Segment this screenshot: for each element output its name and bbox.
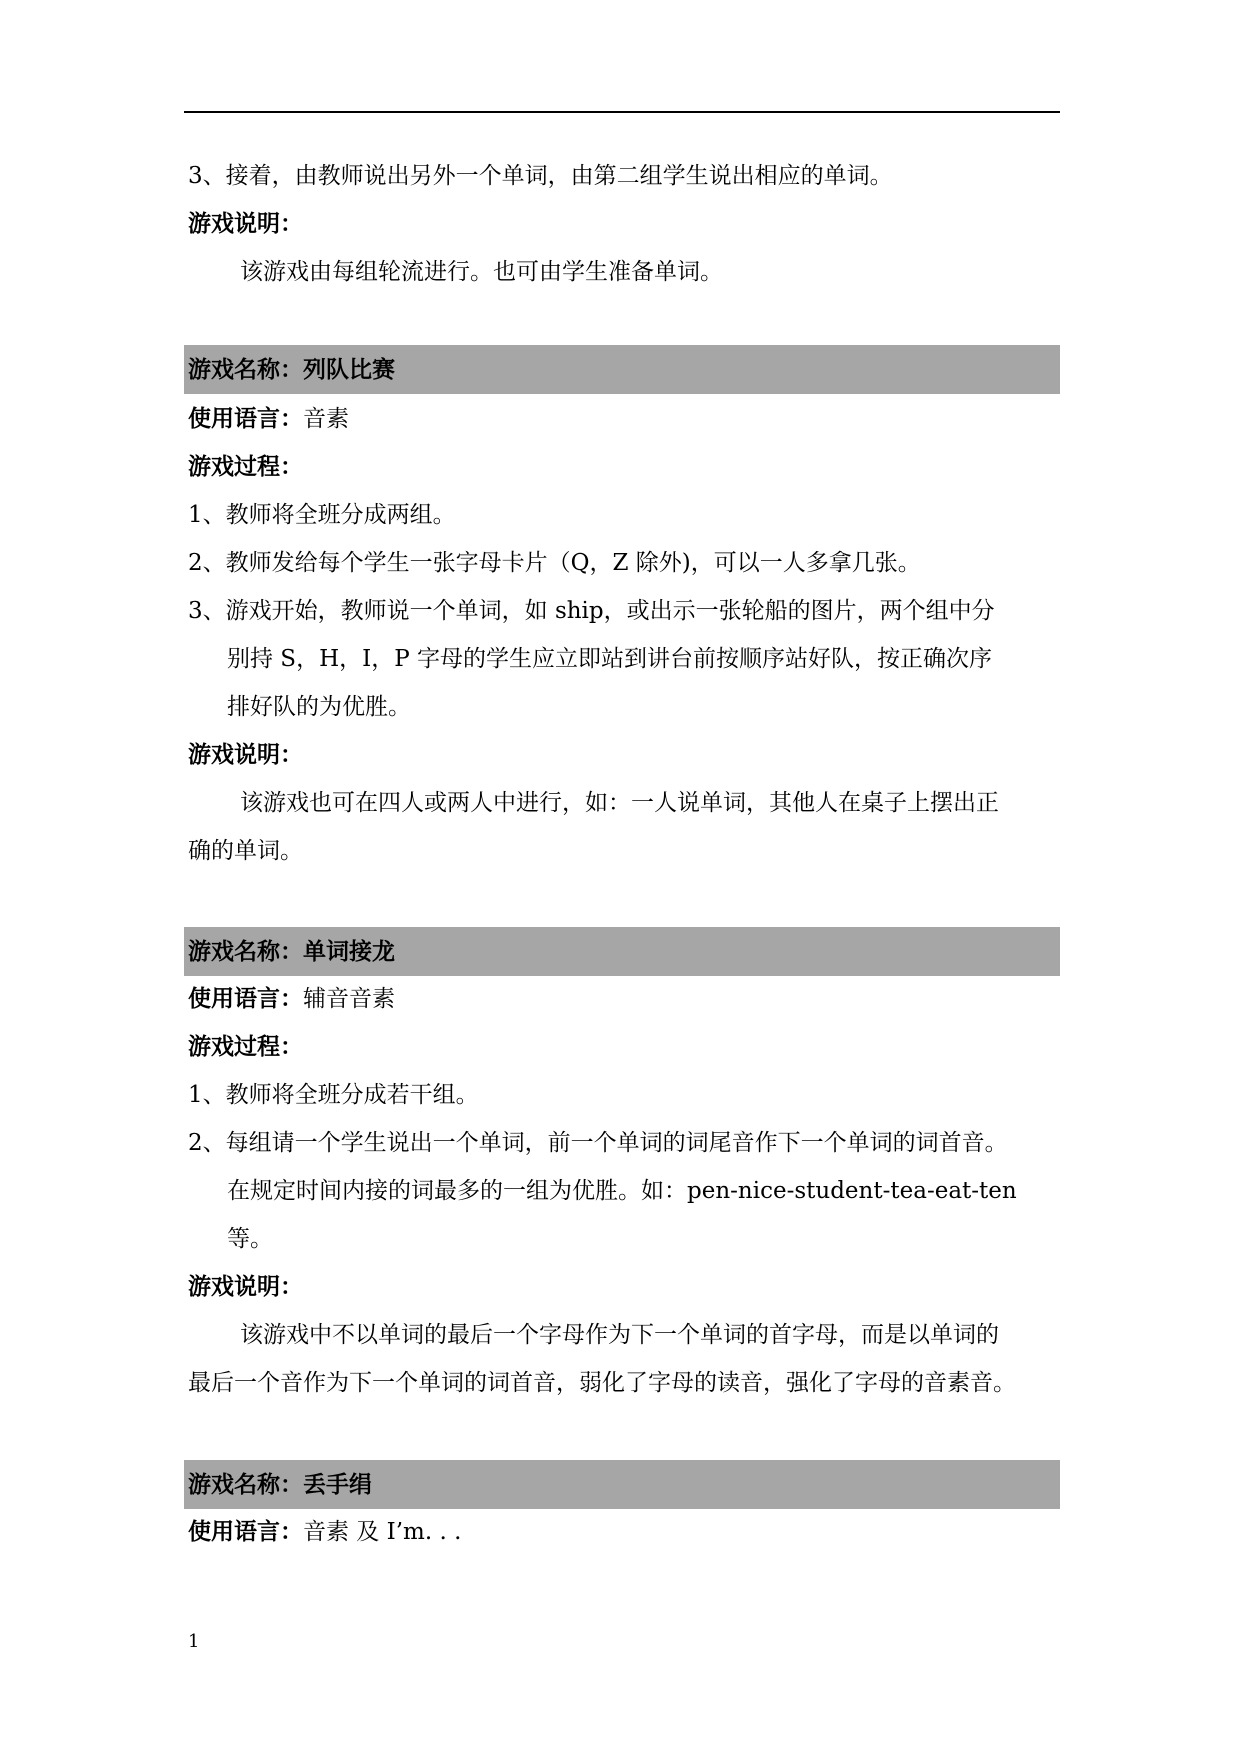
intro-note-label: 游戏说明： (188, 210, 303, 237)
intro-step-3: 3、接着，由教师说出另外一个单词，由第二组学生说出相应的单词。 (188, 163, 893, 189)
game2-note-line-2: 最后一个音作为下一个单词的词首音，弱化了字母的读音，强化了字母的音素音。 (188, 1370, 1016, 1396)
game1-note-label: 游戏说明： (188, 741, 303, 768)
game3-lang-label: 使用语言： (188, 1518, 303, 1545)
game2-step-1: 1、教师将全班分成若干组。 (188, 1082, 479, 1108)
game1-note-line-2: 确的单词。 (188, 838, 303, 864)
game1-step-1: 1、教师将全班分成两组。 (188, 502, 456, 528)
game3-title-bar (184, 1460, 1060, 1509)
game1-step-2: 2、教师发给每个学生一张字母卡片（Q，Z 除外)，可以一人多拿几张。 (188, 550, 921, 576)
game2-note-label: 游戏说明： (188, 1273, 303, 1300)
game2-step-2-cont-2: 等。 (227, 1226, 273, 1252)
page-number: 1 (188, 1631, 200, 1652)
game1-title-bar (184, 345, 1060, 394)
game2-title: 游戏名称：单词接龙 (188, 938, 395, 965)
game3-title: 游戏名称：丢手绢 (188, 1471, 372, 1498)
game2-note-line-1: 该游戏中不以单词的最后一个字母作为下一个单词的首字母，而是以单词的 (240, 1322, 999, 1348)
game1-lang-label: 使用语言： (188, 405, 303, 432)
intro-note-text: 该游戏由每组轮流进行。也可由学生准备单词。 (240, 259, 723, 285)
game3-lang-value: 音素 及 I’m. . . (303, 1519, 462, 1545)
header-rule (184, 111, 1060, 113)
game1-note-line-1: 该游戏也可在四人或两人中进行，如：一人说单词，其他人在桌子上摆出正 (240, 790, 999, 816)
game2-lang-value: 辅音音素 (303, 986, 395, 1012)
game1-step-3-cont-1: 别持 S，H，I，P 字母的学生应立即站到讲台前按顺序站好队，按正确次序 (227, 646, 992, 672)
game1-title: 游戏名称：列队比赛 (188, 356, 395, 383)
game2-step-2: 2、每组请一个学生说出一个单词，前一个单词的词尾音作下一个单词的词首音。 (188, 1130, 1008, 1156)
game1-language (188, 404, 1060, 434)
game1-process-label: 游戏过程： (188, 453, 303, 480)
game2-process-label: 游戏过程： (188, 1033, 303, 1060)
game1-lang-value: 音素 (303, 406, 349, 432)
game2-language (188, 984, 1060, 1014)
game2-title-bar (184, 927, 1060, 976)
game3-language (188, 1517, 1060, 1547)
game1-step-3: 3、游戏开始，教师说一个单词，如 ship，或出示一张轮船的图片，两个组中分 (188, 598, 995, 624)
game2-step-2-cont-1: 在规定时间内接的词最多的一组为优胜。如：pen-nice-student-tea-eat-ten (227, 1178, 1017, 1204)
game2-lang-label: 使用语言： (188, 985, 303, 1012)
game1-step-3-cont-2: 排好队的为优胜。 (227, 694, 411, 720)
